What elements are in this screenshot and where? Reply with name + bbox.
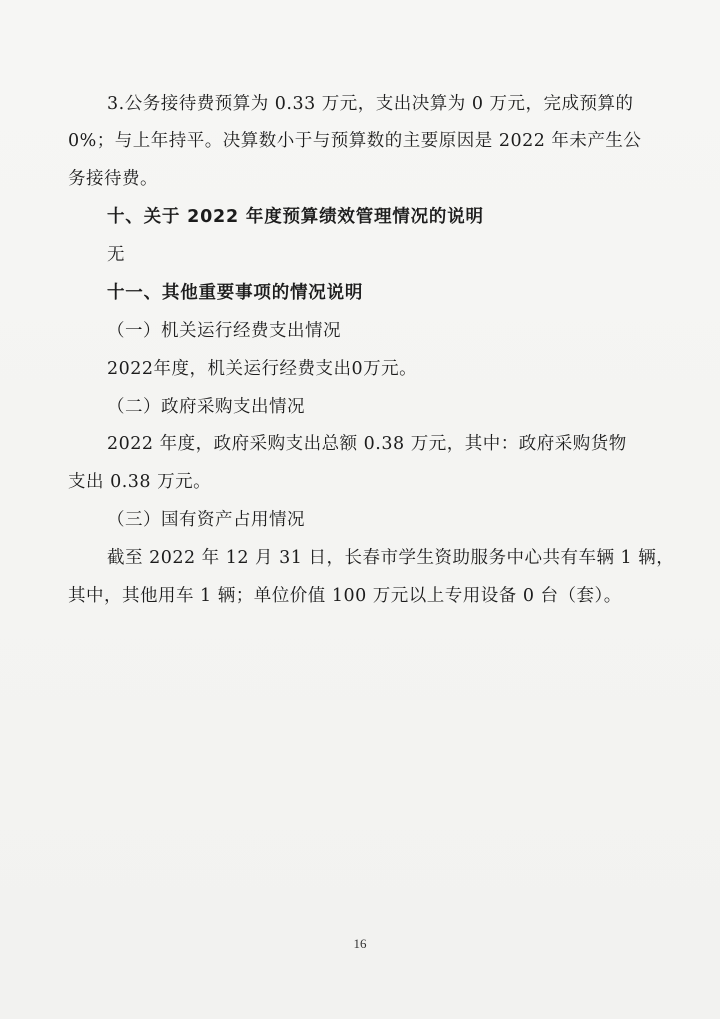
section-heading: 十一、其他重要事项的情况说明 — [107, 283, 364, 303]
paragraph-line: 截至 2022 年 12 月 31 日，长春市学生资助服务中心共有车辆 1 辆， — [107, 548, 675, 568]
paragraph-line: 2022年度，机关运行经费支出0万元。 — [107, 359, 418, 379]
paragraph-line: 2022 年度，政府采购支出总额 0.38 万元，其中：政府采购货物 — [107, 434, 627, 454]
paragraph-line: 3.公务接待费预算为 0.33 万元，支出决算为 0 万元，完成预算的 — [107, 94, 634, 114]
paragraph-line: 务接待费。 — [68, 169, 158, 189]
paragraph-line: 无 — [107, 245, 125, 265]
section-heading: 十、关于 2022 年度预算绩效管理情况的说明 — [107, 207, 484, 227]
page-number: 16 — [353, 936, 367, 951]
subsection-heading: （一）机关运行经费支出情况 — [107, 321, 341, 341]
paragraph-line: 支出 0.38 万元。 — [68, 472, 212, 492]
paragraph-line: 0%；与上年持平。决算数小于与预算数的主要原因是 2022 年未产生公 — [68, 131, 642, 151]
subsection-heading: （二）政府采购支出情况 — [107, 397, 305, 417]
subsection-heading: （三）国有资产占用情况 — [107, 510, 305, 530]
paragraph-line: 其中，其他用车 1 辆；单位价值 100 万元以上专用设备 0 台（套）。 — [68, 586, 622, 606]
